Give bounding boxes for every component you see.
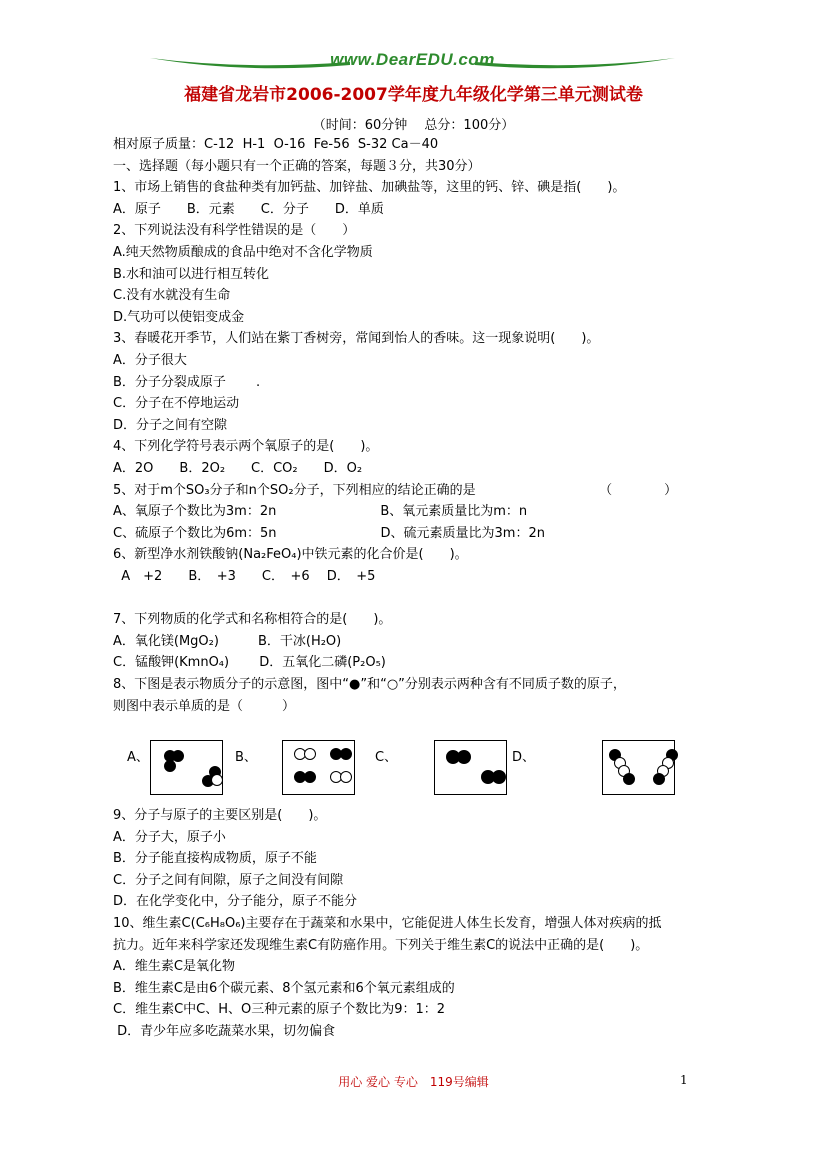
text-line: 8、下图是表示物质分子的示意图，图中“●”和“○”分别表示两种含有不同质子数的原子，	[113, 677, 626, 692]
text-line: B．分子分裂成原子 .	[113, 374, 261, 390]
text-line: A．2O B．2O₂ C．CO₂ D．O₂	[113, 461, 363, 476]
filled-atom	[340, 748, 352, 760]
filled-atom	[164, 760, 176, 772]
text-line: 7、下列物质的化学式和名称相符合的是( )。	[113, 612, 392, 628]
text-line: B.水和油可以进行相互转化	[113, 266, 270, 282]
text-line: 10、维生素C(C₆H₈O₆)主要存在于蔬菜和水果中，它能促进人体生长发育，增强人体对疾病的抵	[113, 916, 662, 931]
site-logo	[145, 50, 680, 76]
text-line: A.纯天然物质酿成的食品中绝对不含化学物质	[113, 245, 373, 260]
page-number: 1	[680, 1073, 688, 1087]
text-line: A．原子 B．元素 C．分子 D．单质	[113, 201, 384, 217]
text-line: A．分子大，原子小	[113, 829, 226, 845]
text-line: C、硫原子个数比为6m：5n D、硫元素质量比为3m：2n	[113, 525, 545, 541]
filled-atom	[304, 771, 316, 783]
page-footer: 用心 爱心 专心 119号编辑	[338, 1075, 489, 1089]
diagram-label-d: D、	[512, 750, 536, 765]
hollow-atom	[304, 748, 316, 760]
diagram-label-a: A、	[127, 750, 149, 765]
text-line: 3、春暖花开季节，人们站在紫丁香树旁，常闻到怡人的香味。这一现象说明( )。	[113, 331, 600, 347]
text-line: 6、新型净水剂铁酸钠(Na₂FeO₄)中铁元素的化合价是( )。	[113, 547, 468, 563]
filled-atom	[172, 750, 184, 762]
text-line: C．锰酸钾(KmnO₄) D．五氧化二磷(P₂O₅)	[113, 655, 386, 671]
text-line: C．分子之间有间隙，原子之间没有间隙	[113, 872, 344, 888]
site-url: www.DearEDU.com	[330, 50, 495, 69]
diagram-label-b: B、	[235, 750, 257, 765]
text-line: B．分子能直接构成物质，原子不能	[113, 851, 317, 867]
diagram-box-b	[282, 740, 355, 795]
hollow-atom	[340, 771, 352, 783]
hollow-atom	[211, 774, 223, 786]
text-line: 4、下列化学符号表示两个氧原子的是( )。	[113, 439, 379, 455]
diagram-box-d	[602, 740, 675, 795]
diagram-box-a	[150, 740, 223, 795]
filled-atom	[623, 773, 635, 785]
text-line: D.气功可以使铝变成金	[113, 309, 245, 325]
exam-meta: （时间：60分钟 总分：100分）	[312, 118, 515, 133]
text-line: B．维生素C是由6个碳元素、8个氢元素和6个氧元素组成的	[113, 980, 455, 996]
text-line: D．青少年应多吃蔬菜水果，切勿偏食	[113, 1024, 336, 1039]
page-title: 福建省龙岩市2006-2007学年度九年级化学第三单元测试卷	[184, 85, 643, 105]
text-line: D．在化学变化中，分子能分，原子不能分	[113, 894, 358, 910]
text-line: 抗力。近年来科学家还发现维生素C有防癌作用。下列关于维生素C的说法中正确的是( )。	[113, 937, 649, 953]
text-line: 1、市场上销售的食盐种类有加钙盐、加锌盐、加碘盐等，这里的钙、锌、碘是指( )。	[113, 180, 626, 196]
filled-atom	[492, 770, 506, 784]
text-line: 一、选择题（每小题只有一个正确的答案，每题３分，共30分）	[113, 158, 481, 174]
filled-atom	[653, 773, 665, 785]
text-line: 则图中表示单质的是（ ）	[113, 698, 296, 714]
text-line: 相对原子质量：C-12 H-1 O-16 Fe-56 S-32 Ca－40	[113, 137, 439, 152]
text-line: C．分子在不停地运动	[113, 396, 240, 412]
filled-atom	[457, 750, 471, 764]
text-line: A．分子很大	[113, 353, 187, 368]
text-line: 5、对于m个SO₃分子和n个SO₂分子，下列相应的结论正确的是 （ ）	[113, 482, 678, 498]
text-line: 2、下列说法没有科学性错误的是（ ）	[113, 223, 356, 239]
diagram-label-c: C、	[375, 750, 398, 765]
text-line: C．维生素C中C、H、O三种元素的原子个数比为9：1：2	[113, 1002, 446, 1018]
text-line: C.没有水就没有生命	[113, 288, 231, 304]
diagram-box-c	[434, 740, 507, 795]
text-line: 9、分子与原子的主要区别是( )。	[113, 808, 327, 823]
text-line: A +2 B． +3 C． +6 D． +5	[113, 569, 376, 584]
text-line: A．维生素C是氧化物	[113, 959, 235, 975]
text-line: A、氧原子个数比为3m：2n B、氧元素质量比为m：n	[113, 504, 528, 520]
text-line: D．分子之间有空隙	[113, 417, 228, 433]
text-line: A．氧化镁(MgO₂) B．干冰(H₂O)	[113, 633, 342, 649]
